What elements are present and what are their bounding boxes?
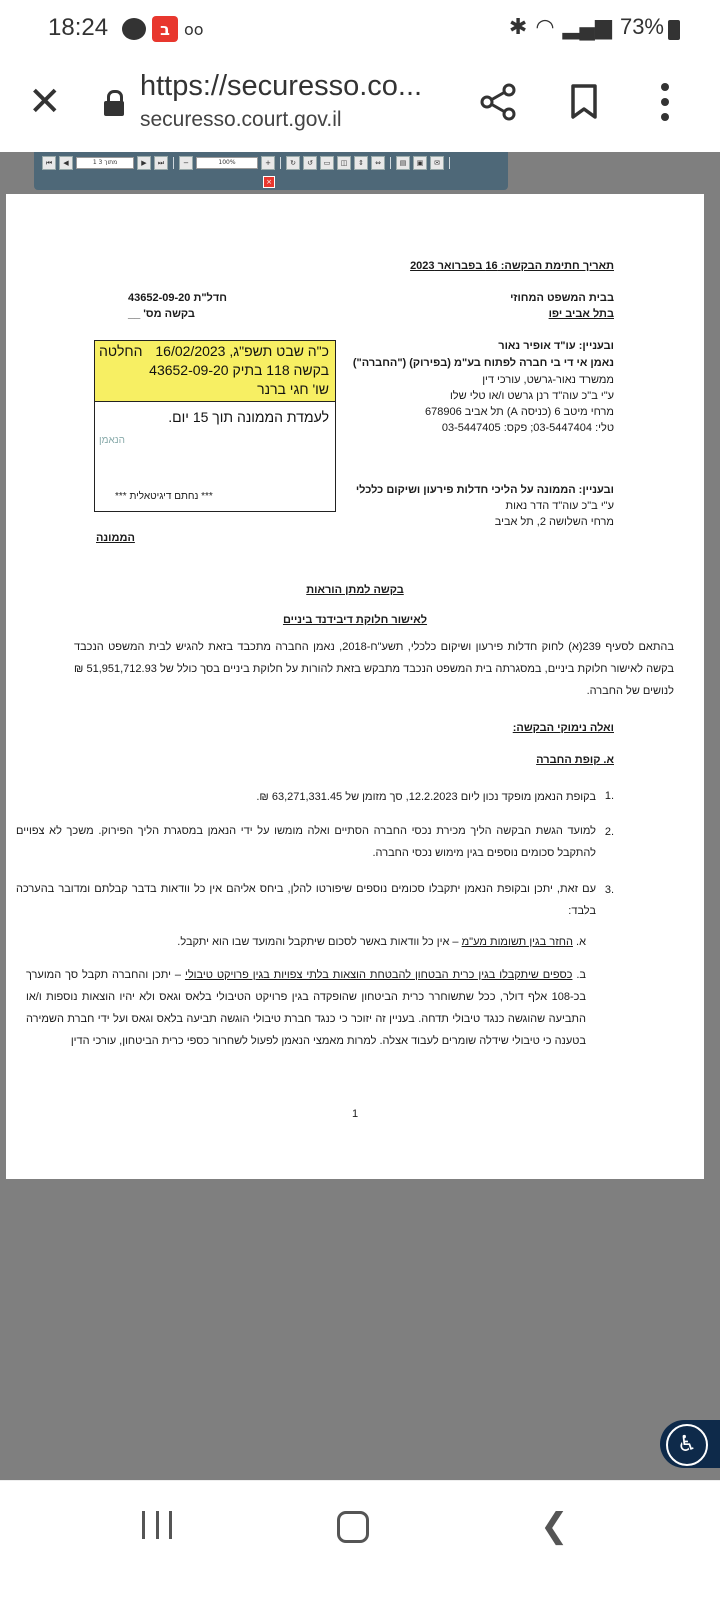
page-number-input[interactable]: 1 מתוך 3 [76, 157, 134, 169]
reasons-heading: ואלה נימוקי הבקשה: [512, 722, 614, 734]
item-1-number: .1 [604, 790, 614, 802]
item-3: עם זאת, יתכן ובקופת הנאמן יתקבלו סכומים נוספים שיפורטו להלן, ביחס אליהם אין כל וודאות בדבר קבלתם ומדובר בהערכה בלבד: [16, 883, 596, 917]
system-icons [509, 14, 664, 40]
decision-request-ref: בקשה 118 בתיק 43652-09-20 [149, 362, 329, 378]
rotate-cw-icon[interactable]: ↻ [286, 156, 300, 170]
zoom-input[interactable]: 100% [196, 157, 258, 169]
browser-toolbar [0, 60, 720, 152]
close-viewer-icon[interactable]: × [263, 176, 275, 188]
last-page-icon[interactable]: ⏭ [154, 156, 168, 170]
document-page [6, 194, 704, 1179]
next-page-icon[interactable]: ▶ [137, 156, 151, 170]
digital-signature: *** נחתם דיגיטאלית *** [115, 491, 213, 502]
rotate-ccw-icon[interactable]: ↺ [303, 156, 317, 170]
first-page-icon[interactable]: ⏮ [42, 156, 56, 170]
trustee-stamp: הנאמן [99, 435, 125, 446]
heading-dividend: לאישור חלוקת דיבידנד ביניים [282, 614, 428, 626]
fit-width-icon[interactable]: ⇔ [371, 156, 385, 170]
item-1: בקופת הנאמן מופקד נכון ליום 12.2.2023, סך מזומן של 63,271,331.45 ₪. [256, 791, 596, 803]
item-3-number: .3 [604, 884, 614, 896]
wifi-icon: ◠ [535, 14, 555, 39]
share-icon[interactable] [478, 82, 518, 122]
lock-icon[interactable] [104, 90, 124, 116]
intro-paragraph: בהתאם לסעיף 239(א) לחוק חדלות פירעון ושיקום כלכלי, תשע"ח-2018, נאמן החברה מתכבד בזאת להגיש לבית המשפט הנכבד בקשה לאישור חלוקת ביניים, במסגרתה בית המשפט הנכבד מתבקש בזאת להורות על חלוקת ביניים בסך כולל של 51,951,712.93 ₪ לנושים של החברה. [74, 641, 674, 697]
pdf-toolbar [34, 152, 508, 190]
status-bar [0, 0, 720, 60]
app-badge-icon: ב [152, 16, 178, 42]
party2-counsel: ע"י ב"כ עוה"ד הדר נאות [505, 500, 614, 512]
status-time: 18:24 [48, 14, 109, 41]
url-host[interactable]: securesso.court.gov.il [140, 108, 342, 131]
sub-item-a: א. החזר בגין תשומות מע"מ – אין כל וודאות באשר לסכום שיתקבל והמועד שבו הוא יתקבל. [177, 936, 586, 948]
recent-apps-icon[interactable] [142, 1511, 172, 1539]
item-2-number: .2 [604, 826, 614, 838]
accessibility-icon: ♿ [666, 1424, 708, 1466]
signal-icon: ▂▄▆ [562, 14, 612, 39]
respondent-label: הממונה [96, 532, 135, 544]
zoom-out-icon[interactable]: − [179, 156, 193, 170]
page-number: 1 [351, 1108, 359, 1120]
party1-phone: טלי: 03-5447404; פקס: 03-5447405 [441, 422, 614, 434]
save-icon[interactable]: ▣ [413, 156, 427, 170]
decision-header [95, 341, 335, 402]
request-number: בקשה מס' __ [128, 308, 195, 320]
heading-request: בקשה למתן הוראות [306, 584, 404, 596]
fit-height-icon[interactable]: ⇕ [354, 156, 368, 170]
sub-item-b: ב. כספים שיתקבלו בגין כרית הבטחון להבטחת הוצאות בלתי צפויות בגין פרויקט טיבולי – יתכן והחברה תקבל סך המוערך בכ-108 אלף דולר, ככל שתשוחרר כרית הביטחון שהופקדה בגין פרויקט הטיבולי בלאס וגאס ולא יהיו הוצאות נוספות ו/או התביעה שהוגשה כנגד טיבולי תדחה. בעניין זה יזוכר כי כנגד חברת טיבולי הוגשה תביעה בלאס וגאס ועל ידי חברת השמירה בטענה כי טיבולי שידלה שומרים לעבוד אצלה. למרות מאמצי הנאמן לפעול לשחרור כספי כרית הביטחון, עורכי הדין [26, 969, 587, 1047]
more-menu-icon[interactable] [660, 82, 670, 122]
chat-icon [122, 18, 146, 40]
court-decision-box [94, 340, 336, 512]
zoom-in-icon[interactable]: + [261, 156, 275, 170]
notification-icons [122, 16, 204, 42]
item-2: למועד הגשת הבקשה הליך מכירת נכסי החברה הסתיים ואלה מומשו על ידי הנאמן במסגרת הליך הפירוק. משכך לא צפויים להתקבל סכומים נוספים בגין מימוש נכסי החברה. [16, 825, 596, 859]
close-tab-button[interactable]: ✕ [28, 79, 62, 125]
battery-icon [668, 20, 680, 40]
court-name: בבית המשפט המחוזי [510, 292, 614, 304]
decision-label: החלטה [99, 343, 143, 359]
request-date: תאריך חתימת הבקשה: 16 בפברואר 2023 [410, 260, 614, 272]
in-matter-1: ובעניין: עו"ד אופיר נאור [498, 340, 614, 352]
bookmark-icon[interactable] [570, 84, 598, 120]
single-page-icon[interactable]: ▭ [320, 156, 334, 170]
print-icon[interactable]: ▤ [396, 156, 410, 170]
section-a-heading: א. קופת החברה [536, 754, 614, 766]
bluetooth-icon: ✱ [508, 14, 528, 39]
accessibility-button[interactable] [660, 1420, 720, 1468]
voicemail-icon: oo [184, 19, 204, 39]
decision-text: לעמדת הממונה תוך 15 יום. [168, 409, 329, 425]
home-icon[interactable] [337, 1511, 369, 1543]
case-number: חדל"ת 43652-09-20 [128, 292, 227, 304]
court-location: בתל אביב יפו [548, 308, 614, 320]
prev-page-icon[interactable]: ◀ [59, 156, 73, 170]
two-page-icon[interactable]: ◫ [337, 156, 351, 170]
party1-firm: ממשרד נאור-גרשט, עורכי דין [482, 374, 614, 386]
party2-address: מרחי השלושה 2, תל אביב [494, 516, 614, 528]
system-nav-bar [0, 1480, 720, 1601]
back-icon[interactable]: ❮ [540, 1506, 569, 1546]
decision-date-hebrew: כ"ה שבט תשפ"ג, 16/02/2023 [155, 343, 329, 359]
party1-counsel: ע"י ב"כ עוה"ד רנן גרשט ו/או טלי שלו [449, 390, 614, 402]
email-icon[interactable]: ✉ [430, 156, 444, 170]
party1-name: נאמן אי די בי חברה לפתוח בע"מ (בפירוק) ("החברה") [352, 357, 614, 369]
in-matter-2: ובעניין: הממונה על הליכי חדלות פירעון ושיקום כלכלי [355, 484, 614, 496]
party1-address: מרחי מיטב 6 (כניסה A) תל אביב 678906 [425, 406, 614, 418]
decision-judge: שו' חגי ברנר [257, 381, 329, 397]
url-title[interactable]: https://securesso.co... [140, 70, 423, 102]
battery-percent: 73% [619, 14, 664, 39]
